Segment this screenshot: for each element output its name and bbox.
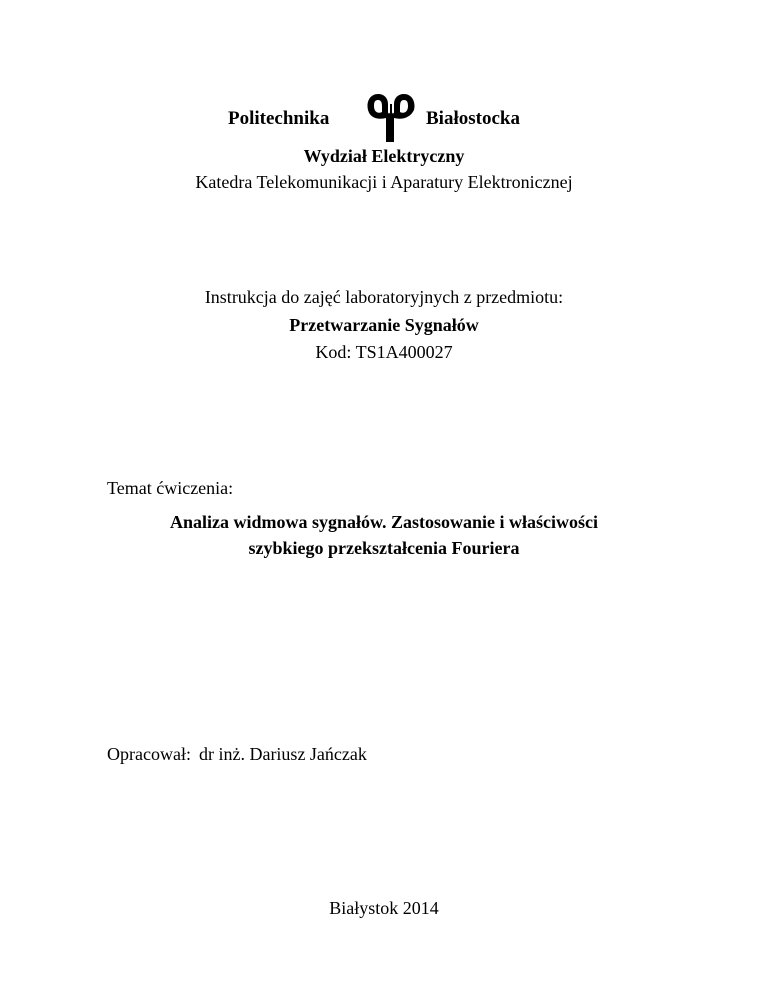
topic-title-line1: Analiza widmowa sygnałów. Zastosowanie i właściwości xyxy=(169,512,599,532)
course-code: Kod: TS1A400027 xyxy=(315,342,453,362)
instruction-text: Instrukcja do zajęć laboratoryjnych z przedmiotu: xyxy=(204,287,564,307)
faculty-name: Wydział Elektryczny xyxy=(303,146,465,166)
place-and-year: Białystok 2014 xyxy=(329,898,439,918)
topic-title-line2: szybkiego przekształcenia Fouriera xyxy=(248,538,520,558)
university-name-left: Politechnika xyxy=(228,108,330,129)
subject-name: Przetwarzanie Sygnałów xyxy=(289,315,479,335)
author-line xyxy=(107,744,367,765)
university-header xyxy=(0,88,768,148)
pb-logo-icon xyxy=(364,88,418,144)
topic-label: Temat ćwiczenia: xyxy=(107,478,234,498)
university-name-right: Białostocka xyxy=(426,108,520,129)
author-name: dr inż. Dariusz Jańczak xyxy=(198,744,367,764)
author-label: Opracował: xyxy=(107,744,191,764)
department-name: Katedra Telekomunikacji i Aparatury Elektronicznej xyxy=(195,172,573,192)
